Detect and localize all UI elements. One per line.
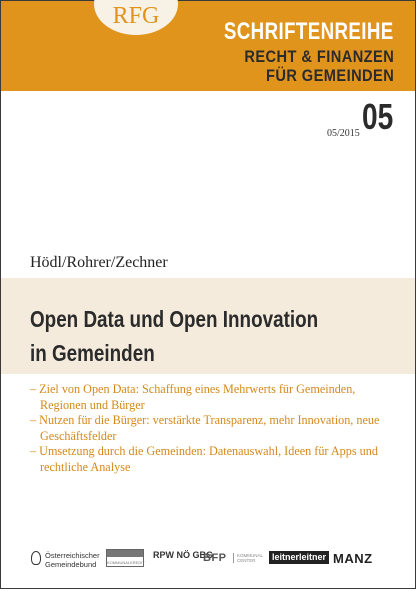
series-subtitle-line2: FÜR GEMEINDEN [265, 66, 394, 85]
kommunalkredit-logo: KOMMUNALKREDIT [106, 549, 144, 567]
series-title: SCHRIFTENREIHE [224, 18, 394, 45]
rpw-logo: RPW NÖ GBG [153, 550, 213, 560]
bfp-sub-line1: KOMMUNAL [237, 553, 264, 558]
book-title-line2: in Gemeinden [30, 340, 155, 366]
gemeindebund-line2: Gemeindebund [45, 560, 97, 569]
manz-logo: MANZ [333, 551, 373, 566]
issue-date: 05/2015 [327, 128, 360, 139]
authors: Hödl/Rohrer/Zechner [30, 254, 168, 271]
bfp-logo: BFP [203, 552, 227, 564]
summary-list [30, 382, 390, 475]
leitner-logo: leitnerleitner [269, 551, 329, 564]
issue-number: 05 [362, 96, 394, 137]
summary-item: – Ziel von Open Data: Schaffung eines Mehrwerts für Gemeinden, Regionen und Bürger [30, 382, 356, 412]
bfp-sub-line2: CENTER [237, 558, 256, 563]
publisher-logos [1, 545, 415, 575]
gemeindebund-logo [45, 551, 100, 569]
bfp-logo-sub [233, 553, 263, 563]
gemeindebund-line1: Österreichischer [45, 551, 100, 560]
book-title [30, 302, 407, 370]
rfg-logo: RFG [112, 3, 160, 29]
summary-item: – Nutzen für die Bürger: verstärkte Transparenz, mehr Innovation, neue Geschäftsfelder [30, 413, 380, 443]
gemeindebund-emblem-icon [31, 551, 41, 565]
book-title-line1: Open Data und Open Innovation [30, 306, 319, 332]
summary-item: – Umsetzung durch die Gemeinden: Datenauswahl, Ideen für Apps und rechtliche Analyse [30, 444, 378, 474]
header-band [1, 1, 415, 91]
series-subtitle-line1: RECHT & FINANZEN [244, 47, 394, 66]
series-subtitle [244, 47, 394, 85]
